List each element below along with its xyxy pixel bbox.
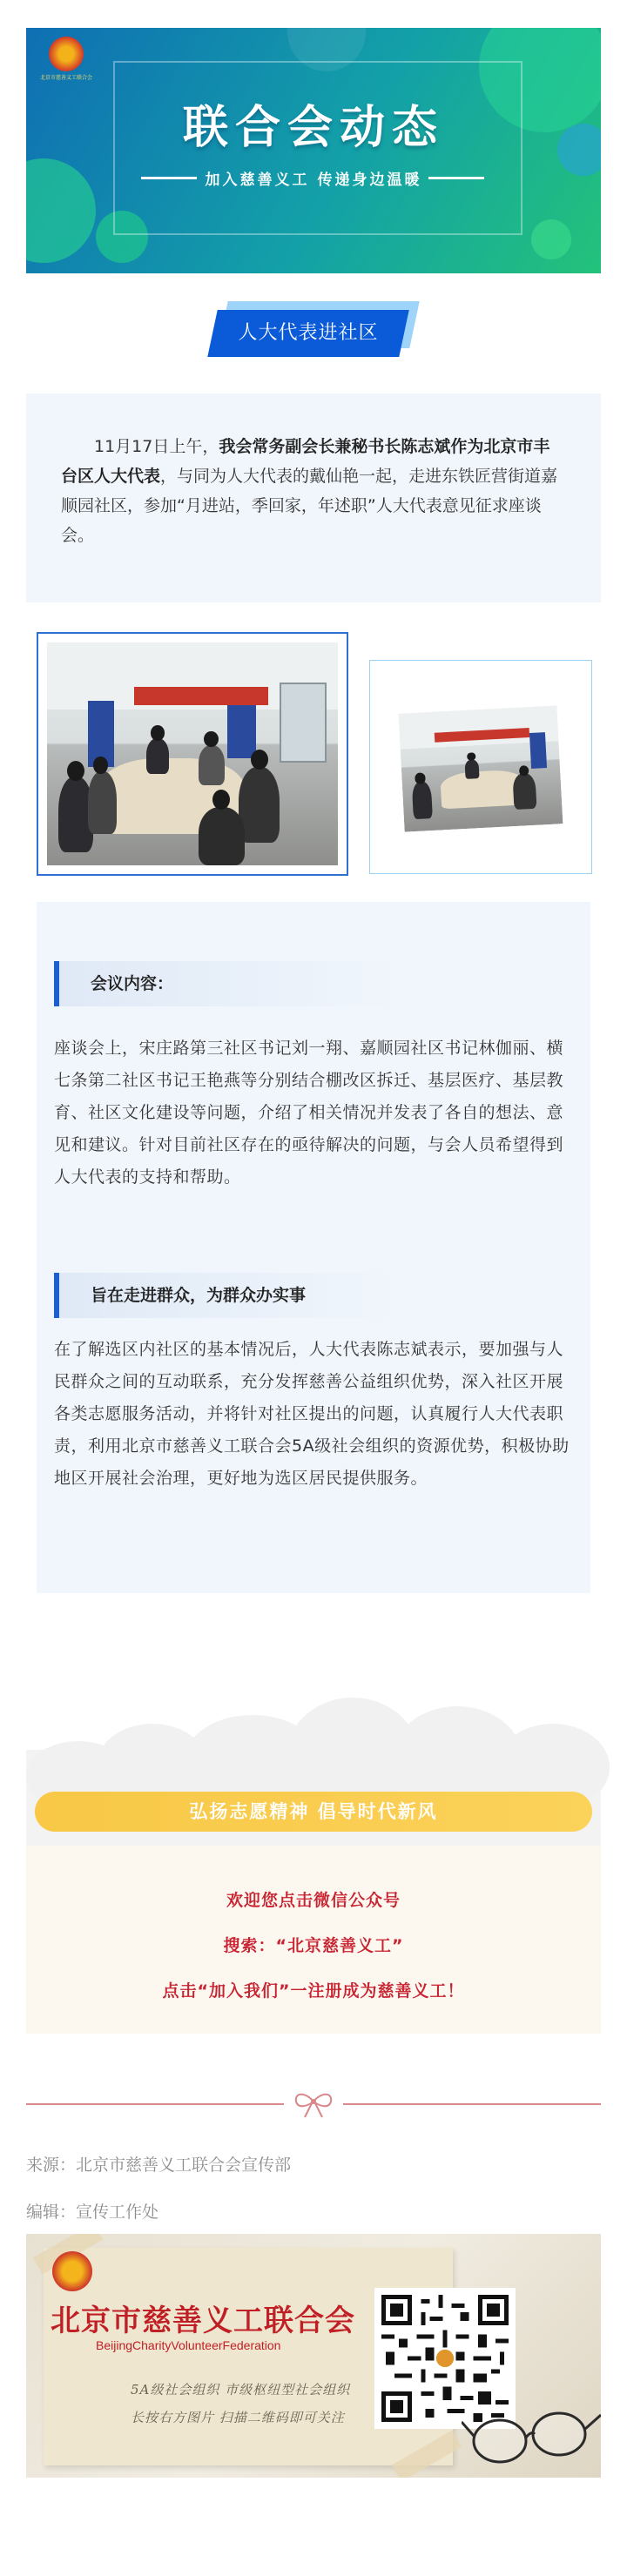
section-heading xyxy=(207,301,421,357)
photo-meeting-room xyxy=(47,642,338,865)
meeting-photo-large[interactable] xyxy=(37,632,348,876)
intro-paragraph xyxy=(61,432,566,550)
welcome-line-1: 欢迎您点击微信公众号 xyxy=(226,1891,401,1910)
subsection-title-serve xyxy=(54,1273,402,1318)
intro-rest: ，与同为人大代表的戴仙艳一起，走进东铁匠营街道嘉顺园社区，参加“月进站，季回家，年述职”人大代表意见征求座谈会。 xyxy=(61,467,558,545)
slogan-banner: 弘扬志愿精神 倡导时代新风 xyxy=(35,1792,592,1832)
bow-icon xyxy=(293,2086,334,2121)
org-emblem-icon xyxy=(52,2251,92,2291)
subsection-title-text: 旨在走进群众，为群众办实事 xyxy=(91,1286,307,1305)
intro-bold: 我会常务副会长兼秘书长陈志斌作为北京市丰台区人大代表 xyxy=(61,437,550,486)
serve-paragraph: 在了解选区内社区的基本情况后，人大代表陈志斌表示，要加强与人民群众之间的互动联系，充分发挥慈善公益组织优势，深入社区开展各类志愿服务活动，并将针对社区提出的问题，认真履行人大代表职责，利用北京市慈善义工联合会5A级社会组织的资源优势，积极协助地区开展社会治理，更好地为选区居民提供服务。 xyxy=(54,1340,570,1488)
banner-rule-right xyxy=(428,177,484,179)
content-panel xyxy=(37,902,590,1593)
org-logo-text: 北京市慈善义工联合会 xyxy=(40,75,93,81)
footer-note-2: 长按右方图片 扫描二维码即可关注 xyxy=(131,2410,345,2425)
subsection-bar xyxy=(54,1273,59,1318)
footer-card xyxy=(26,2234,601,2478)
welcome-line-2: 搜索：“北京慈善义工” xyxy=(223,1936,404,1955)
intro-lead: 11月17日上午， xyxy=(94,437,219,456)
banner-title: 联合会动态 xyxy=(182,101,444,154)
meeting-photo-small[interactable] xyxy=(369,660,592,874)
photo-meeting-room xyxy=(396,703,564,834)
welcome-line-3: 点击“加入我们”一注册成为慈善义工！ xyxy=(162,1981,465,2001)
subsection-title-meeting xyxy=(54,961,402,1006)
editor-text: 编辑：宣传工作处 xyxy=(26,2203,159,2222)
intro-panel xyxy=(26,393,601,602)
subsection-bar xyxy=(54,961,59,1006)
divider-left xyxy=(26,2103,284,2105)
decor-bubble xyxy=(531,219,571,259)
meeting-paragraph: 座谈会上，宋庄路第三社区书记刘一翔、嘉顺园社区书记林伽丽、横七条第二社区书记王艳燕等分别结合棚改区拆迁、基层医疗、基层教育、社区文化建设等问题，介绍了相关情况并发表了各自的想法、意见和建议。针对目前社区存在的亟待解决的问题，与会人员希望得到人大代表的支持和帮助。 xyxy=(54,1039,564,1187)
footer-org-name: 北京市慈善义工联合会 xyxy=(51,2304,355,2338)
divider-right xyxy=(343,2103,601,2105)
footer-org-name-en: BeijingCharityVolunteerFederation xyxy=(96,2338,281,2352)
org-logo-icon xyxy=(49,37,84,71)
source-text: 来源：北京市慈善义工联合会宣传部 xyxy=(26,2156,292,2175)
subsection-title-text: 会议内容： xyxy=(91,974,174,993)
org-logo xyxy=(40,37,92,81)
welcome-panel xyxy=(26,1846,601,2034)
footer-note-1: 5A级社会组织 市级枢纽型社会组织 xyxy=(131,2382,351,2398)
section-heading-label: 人大代表进社区 xyxy=(238,322,379,344)
glasses-decor xyxy=(462,2396,601,2474)
header-banner xyxy=(26,28,601,273)
banner-subtitle: 加入慈善义工 传递身边温暖 xyxy=(205,172,422,189)
